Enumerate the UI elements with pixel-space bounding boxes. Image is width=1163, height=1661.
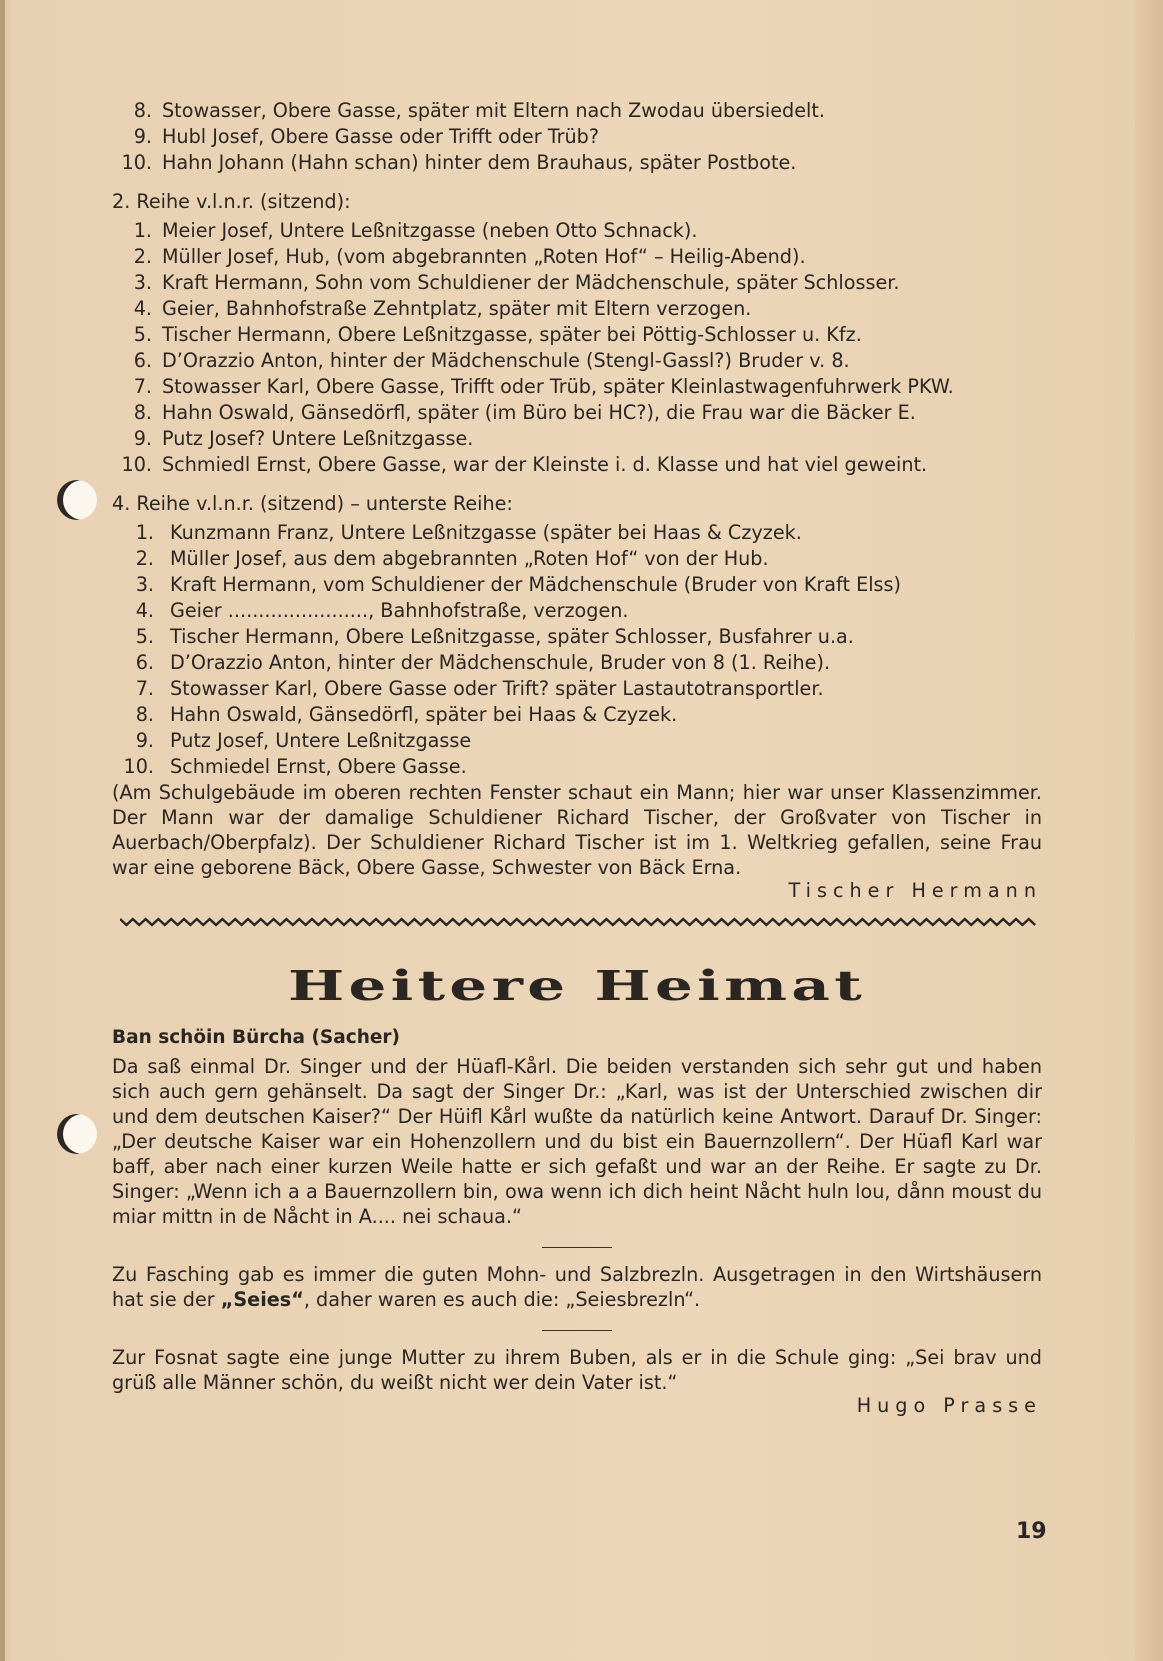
item-number: 10. xyxy=(121,151,152,174)
punch-hole-top xyxy=(57,480,97,520)
item-text: Müller Josef, aus dem abgebrannten „Roten Hof“ von der Hub. xyxy=(170,547,769,570)
item-text: Kraft Hermann, Sohn vom Schuldiener der Mädchenschule, später Schlosser. xyxy=(162,271,900,294)
item-text: Hahn Oswald, Gänsedörfl, später bei Haas & Czyzek. xyxy=(170,703,678,726)
list-item xyxy=(112,244,1042,270)
item-text: Kunzmann Franz, Untere Leßnitzgasse (später bei Haas & Czyzek. xyxy=(170,521,802,544)
item-text: Tischer Hermann, Obere Leßnitzgasse, später bei Pöttig-Schlosser u. Kfz. xyxy=(162,323,862,346)
short-divider-2 xyxy=(542,1330,612,1331)
list-item xyxy=(112,598,1042,624)
item-text: D’Orazzio Anton, hinter der Mädchenschule (Stengl-Gassl?) Bruder v. 8. xyxy=(162,349,850,372)
list-item xyxy=(112,374,1042,400)
section-heading-row-2: 2. Reihe v.l.n.r. (sitzend): xyxy=(112,190,351,213)
item-number: 3. xyxy=(133,271,152,294)
item-text: D’Orazzio Anton, hinter der Mädchenschule, Bruder von 8 (1. Reihe). xyxy=(170,651,831,674)
item-number: 6. xyxy=(135,651,154,674)
list-item xyxy=(112,218,1042,244)
list-item xyxy=(112,296,1042,322)
text-run: Zu Fasching gab es immer die guten Mohn- und Salzbrezln. Ausgetragen in den Wirtshäusern hat sie der xyxy=(112,1263,1042,1311)
section-heading-row-4: 4. Reihe v.l.n.r. (sitzend) – unterste Reihe: xyxy=(112,492,513,515)
item-text: Putz Josef? Untere Leßnitzgasse. xyxy=(162,427,474,450)
list-row-4 xyxy=(112,520,1042,780)
item-number: 8. xyxy=(133,401,152,424)
short-divider-1 xyxy=(542,1247,612,1248)
list-item xyxy=(112,150,1042,176)
list-item xyxy=(112,650,1042,676)
item-number: 9. xyxy=(133,125,152,148)
list-item xyxy=(112,270,1042,296)
item-text: Hubl Josef, Obere Gasse oder Trifft oder Trüb? xyxy=(162,125,600,148)
item-text: Schmiedl Ernst, Obere Gasse, war der Kleinste i. d. Klasse und hat viel geweint. xyxy=(162,453,928,476)
text-run: , daher waren es auch die: „Seiesbrezln“. xyxy=(303,1288,701,1311)
author-signature-2: Hugo Prasse xyxy=(856,1394,1042,1417)
item-text: Hahn Oswald, Gänsedörfl, später (im Büro bei HC?), die Frau war die Bäcker E. xyxy=(162,401,916,424)
item-text: Meier Josef, Untere Leßnitzgasse (neben Otto Schnack). xyxy=(162,219,698,242)
list-item xyxy=(112,624,1042,650)
item-number: 4. xyxy=(133,297,152,320)
list-item xyxy=(112,676,1042,702)
item-text: Hahn Johann (Hahn schan) hinter dem Brauhaus, später Postbote. xyxy=(162,151,797,174)
list-item xyxy=(112,98,1042,124)
item-text: Geier, Bahnhofstraße Zehntplatz, später mit Eltern verzogen. xyxy=(162,297,752,320)
list-item xyxy=(112,426,1042,452)
page-number: 19 xyxy=(1016,1519,1047,1544)
list-continued xyxy=(112,98,1042,176)
list-item xyxy=(112,400,1042,426)
list-item xyxy=(112,702,1042,728)
item-number: 4. xyxy=(135,599,154,622)
story-paragraph-2 xyxy=(112,1262,1042,1312)
list-item xyxy=(112,322,1042,348)
item-text: Putz Josef, Untere Leßnitzgasse xyxy=(170,729,472,752)
item-text: Stowasser Karl, Obere Gasse, Trifft oder Trüb, später Kleinlastwagenfuhrwerk PKW. xyxy=(162,375,954,398)
story-paragraph-1: Da saß einmal Dr. Singer und der Hüafl-Kårl. Die beiden verstanden sich sehr gut und haben sich auch gern gehänselt. Da sagt der Singer Dr.: „Karl, was ist der Unterschied zwischen dir und dem deutschen Kaiser?“ Der Hüifl Kårl wußte da natürlich keine Antwort. Darauf Dr. Singer: „Der deutsche Kaiser war ein Hohenzollern und du bist ein Bauernzollern“. Der Hüafl Karl war baff, aber nach einer kurzen Weile hatte er sich gefaßt und war an der Reihe. Er sagte zu Dr. Singer: „Wenn ich a a Bauernzollern bin, owa wenn ich dich heint Nåcht huln lou, dånn moust du miar mittn in de Nåcht in A.... nei schaua.“ xyxy=(112,1055,1042,1228)
list-row-2 xyxy=(112,218,1042,478)
list-item xyxy=(112,546,1042,572)
list-item xyxy=(112,348,1042,374)
item-text: Stowasser, Obere Gasse, später mit Eltern nach Zwodau übersiedelt. xyxy=(162,99,825,122)
page-left-edge xyxy=(0,0,5,1661)
schoolhouse-note: (Am Schulgebäude im oberen rechten Fenster schaut ein Mann; hier war unser Klassenzimmer. Der Mann war der damalige Schuldiener Richard Tischer, der Großvater von Tischer in Auerbach/Oberpfalz). Der Schuldiener Richard Tischer ist im 1. Weltkrieg gefallen, seine Frau war eine geborene Bäck, Obere Gasse, Schwester von Bäck Erna. xyxy=(112,781,1042,879)
item-text: Müller Josef, Hub, (vom abgebrannten „Roten Hof“ – Heilig-Abend). xyxy=(162,245,806,268)
item-text: Kraft Hermann, vom Schuldiener der Mädchenschule (Bruder von Kraft Elss) xyxy=(170,573,902,596)
bold-text-run: „Seies“ xyxy=(220,1288,304,1311)
item-number: 9. xyxy=(135,729,154,752)
item-number: 10. xyxy=(121,453,152,476)
item-text: Schmiedel Ernst, Obere Gasse. xyxy=(170,755,467,778)
page-right-edge xyxy=(1135,0,1163,1661)
item-number: 3. xyxy=(135,573,154,596)
list-item xyxy=(112,520,1042,546)
item-number: 7. xyxy=(133,375,152,398)
item-number: 10. xyxy=(123,755,154,778)
list-item xyxy=(112,452,1042,478)
item-number: 9. xyxy=(133,427,152,450)
item-number: 6. xyxy=(133,349,152,372)
item-text: Geier ......................., Bahnhofstraße, verzogen. xyxy=(170,599,629,622)
list-item xyxy=(112,728,1042,754)
item-number: 1. xyxy=(135,521,154,544)
story-paragraph-3: Zur Fosnat sagte eine junge Mutter zu ihrem Buben, als er in die Schule ging: „Sei brav und grüß alle Männer schön, du weißt nicht wer dein Vater ist.“ xyxy=(112,1346,1042,1394)
item-text: Tischer Hermann, Obere Leßnitzgasse, später Schlosser, Busfahrer u.a. xyxy=(170,625,854,648)
author-signature-1: Tischer Hermann xyxy=(788,879,1042,902)
list-item xyxy=(112,572,1042,598)
item-number: 5. xyxy=(133,323,152,346)
zigzag-divider xyxy=(120,916,1038,928)
item-text: Stowasser Karl, Obere Gasse oder Trift? später Lastautotransportler. xyxy=(170,677,824,700)
item-number: 2. xyxy=(135,547,154,570)
section-title: Heitere Heimat xyxy=(287,962,867,1010)
item-number: 5. xyxy=(135,625,154,648)
list-item xyxy=(112,124,1042,150)
item-number: 1. xyxy=(133,219,152,242)
item-number: 2. xyxy=(133,245,152,268)
page-content xyxy=(112,98,1042,1419)
item-number: 8. xyxy=(135,703,154,726)
story-subtitle: Ban schöin Bürcha (Sacher) xyxy=(112,1027,400,1048)
punch-hole-bottom xyxy=(57,1114,97,1154)
list-item xyxy=(112,754,1042,780)
item-number: 8. xyxy=(133,99,152,122)
item-number: 7. xyxy=(135,677,154,700)
